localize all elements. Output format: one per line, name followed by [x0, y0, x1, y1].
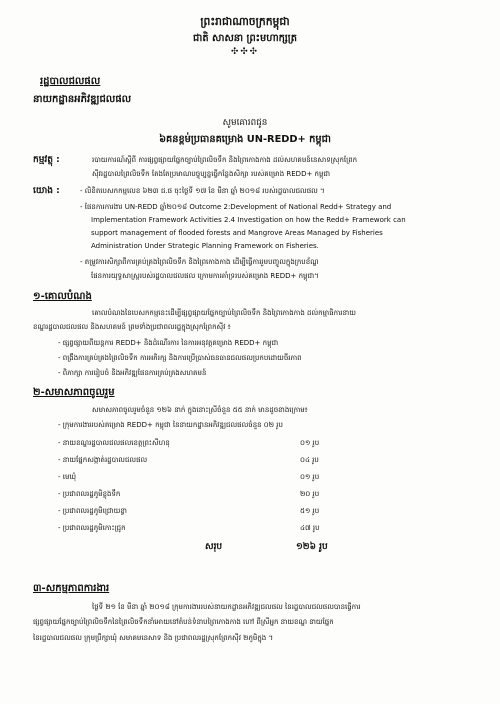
reference-label: យោង : — [33, 186, 60, 196]
agency-name: រដ្ឋបាលជលផល — [40, 76, 101, 87]
participant-row-count: ០៤ រូប — [300, 456, 319, 464]
kingdom-title: ព្រះរាជាណាចក្រកម្ពុជា — [200, 15, 290, 28]
participant-row-label: - នាយខណ្ឌរដ្ឋបាលជលផលខេត្តព្រះសីហនុ — [58, 439, 170, 447]
reference-item-3a: - តម្រូវការសិក្សាពីការគ្រប់គ្រងព្រៃលិចទឹក និងព្រៃកោងកាង ដើម្បីធ្វើការរួមបញ្ចូលក្នុងក្របខ័ណ្ឌ — [80, 258, 319, 266]
addressee-salutation: សូមគោរពជូន — [222, 118, 268, 128]
participant-row-label: - ប្រជាពលរដ្ឋភូមិខ្លុងទឹក — [58, 490, 121, 498]
section-1-intro-1: គោលបំណងនៃបេសកកម្មនេះដើម្បីផ្សព្វផ្សាយផ្នែកច្បាប់ព្រៃលិចទឹក និងព្រៃកោងកាង ដល់កម្មាធិការនាយ — [92, 309, 356, 317]
participant-total-count: ១២៦ រូប — [296, 542, 328, 552]
subject-label: កម្មវត្ថុ : — [33, 155, 60, 165]
participant-row-count: ២០ រូប — [300, 490, 320, 498]
participant-row-label: - នាយផ្នែកសង្កាត់រដ្ឋបាលជលផល — [58, 456, 148, 464]
reference-item-2d: Administration Under Strategic Planning Framework on Fisheries. — [91, 242, 319, 250]
section-1-intro-2: ខណ្ឌរដ្ឋបាលជលផល និងសហគមន៍ ព្រមទាំងប្រជាពលរដ្ឋក្នុងស្រុកព្រែកស៊ីវ ៖ — [33, 323, 231, 331]
reference-item-1: - លិខិតបេសកកម្មលេខ ៦២៣ ជ.ផ ចុះថ្ងៃទី ១៧ ខែ មីនា ឆ្នាំ ២០១៨ របស់រដ្ឋបាលជលផល ។ — [80, 187, 325, 195]
reference-item-2b: Implementation Framework Activities 2.4 Investigation on how the Redd+ Framework can — [91, 216, 406, 224]
participant-row-count: ០១ រូប — [300, 473, 320, 481]
section-3-body-1: ថ្ងៃទី ២១ ខែ មីនា ឆ្នាំ ២០១៨ ក្រុមការងាររបស់នាយកដ្ឋានអភិវឌ្ឍជលផល នៃរដ្ឋបាលជលផលបានធ្វើការ — [92, 603, 361, 611]
subject-line-1: របាយការណ៍ស្តីពី ការផ្សព្វផ្សាយផ្នែកច្បាប់ព្រៃលិចទឹក និងព្រៃកោងកាង ដល់សហគមន៍នេសាទស្រុកព្រែក — [92, 156, 358, 164]
section-3-body-3: នៃរដ្ឋបាលជលផល ក្រុមប្រឹក្សាឃុំ សមាគមនេសាទ និង ប្រជាពលរដ្ឋស្រុកព្រែកស៊ីវ ២ភូមិក្នុង ។ — [33, 634, 274, 642]
motto-ornament: ✣✣✣ — [230, 47, 260, 57]
participant-row-label: - ប្រជាពលរដ្ឋភូមិកោះជ្រូក — [58, 524, 126, 532]
section-3-body-2: ផ្សព្វផ្សាយផ្នែកច្បាប់ព្រៃលិចទឹកនៃព្រៃលិចទឹកនាំអោយនៅតំបន់ទំនាបព្រៃកោងកាង ហៅ ពីស្រីអ្នក នាយខណ្ឌ នាយផ្នែក — [33, 618, 334, 626]
section-2-intro: សមាសភាពចូលរួមចំនួន ១២៦ នាក់ ក្នុងនោះស្រីចំនួន ៥៥ នាក់ មានដូចខាងក្រោម៖ — [92, 406, 308, 414]
section-1-bullet: - ពង្រឹងការគ្រប់គ្រងព្រៃលិចទឹក ការអភិរក្ស និងការប្រើប្រាស់ធនធានជលផលប្រកបដោយចីរភាព — [58, 354, 302, 362]
subject-line-2: ស៊ីវរដ្ឋបាលព្រៃលិចទឹក តែងតែប្រមាណបច្ចុប្បន្នធ្វើកន្លែងសិក្សា របស់គម្រោង REDD+ កម្ពុជា — [92, 170, 331, 178]
participant-row-label: - មេឃុំ — [58, 473, 77, 481]
section-1-bullet: - ផ្សព្វផ្សាយពីយន្តការ REDD+ និងដំណើរការ នៃការអនុវត្តគម្រោង REDD+ កម្ពុជា — [58, 339, 279, 347]
section-1-heading: ១-គោលបំណង — [33, 291, 92, 302]
participant-row-count: ៥១ រូប — [300, 507, 320, 515]
participant-row-count: ០១ រូប — [300, 439, 320, 447]
addressee-title: ៦គនខ្ពម់ប្រធានគម្រោង UN-REDD+ កម្ពុជា — [159, 134, 331, 145]
participant-row-count: ៤៧ រូប — [300, 524, 320, 532]
national-motto: ជាតិ សាសនា ព្រះមហាក្សត្រ — [193, 33, 297, 44]
section-3-heading: ៣-សកម្មភាពការងារ — [33, 583, 110, 594]
reference-item-3b: ផែនការយុទ្ធសាស្ត្ររបស់រដ្ឋបាលជលផល ក្រោមការគាំទ្ររបស់គម្រោង REDD+ កម្ពុជា។ — [91, 272, 319, 280]
participant-total-label: សរុប — [205, 542, 223, 552]
section-2-workgroup: - ក្រុមការងាររបស់គម្រោង REDD+ កម្ពុជា នៃនាយកដ្ឋានអភិវឌ្ឍជលផលចំនួន ០២ រូប — [58, 421, 283, 429]
reference-item-2c: support management of flooded forests and Mangrove Areas Managed by Fisheries — [91, 229, 383, 237]
participant-row-label: - ប្រជាពលរដ្ឋភូមិជ្រោយខ្វា — [58, 507, 127, 515]
department-name: នាយកដ្ឋានអភិវឌ្ឍជលផល — [33, 94, 132, 105]
section-1-bullet: - ពិភាក្សា ការរៀបចំ និងអភិវឌ្ឍផែនការគ្រប់គ្រងសហគមន៍ — [58, 369, 207, 377]
reference-item-2a: - ផែនការការងារ UN-REDD ឆ្នាំ២០១៨ Outcome 2:Development of National Redd+ Strategy and — [80, 203, 392, 211]
section-2-heading: ២-សមាសភាពចូលរួម — [33, 387, 115, 398]
